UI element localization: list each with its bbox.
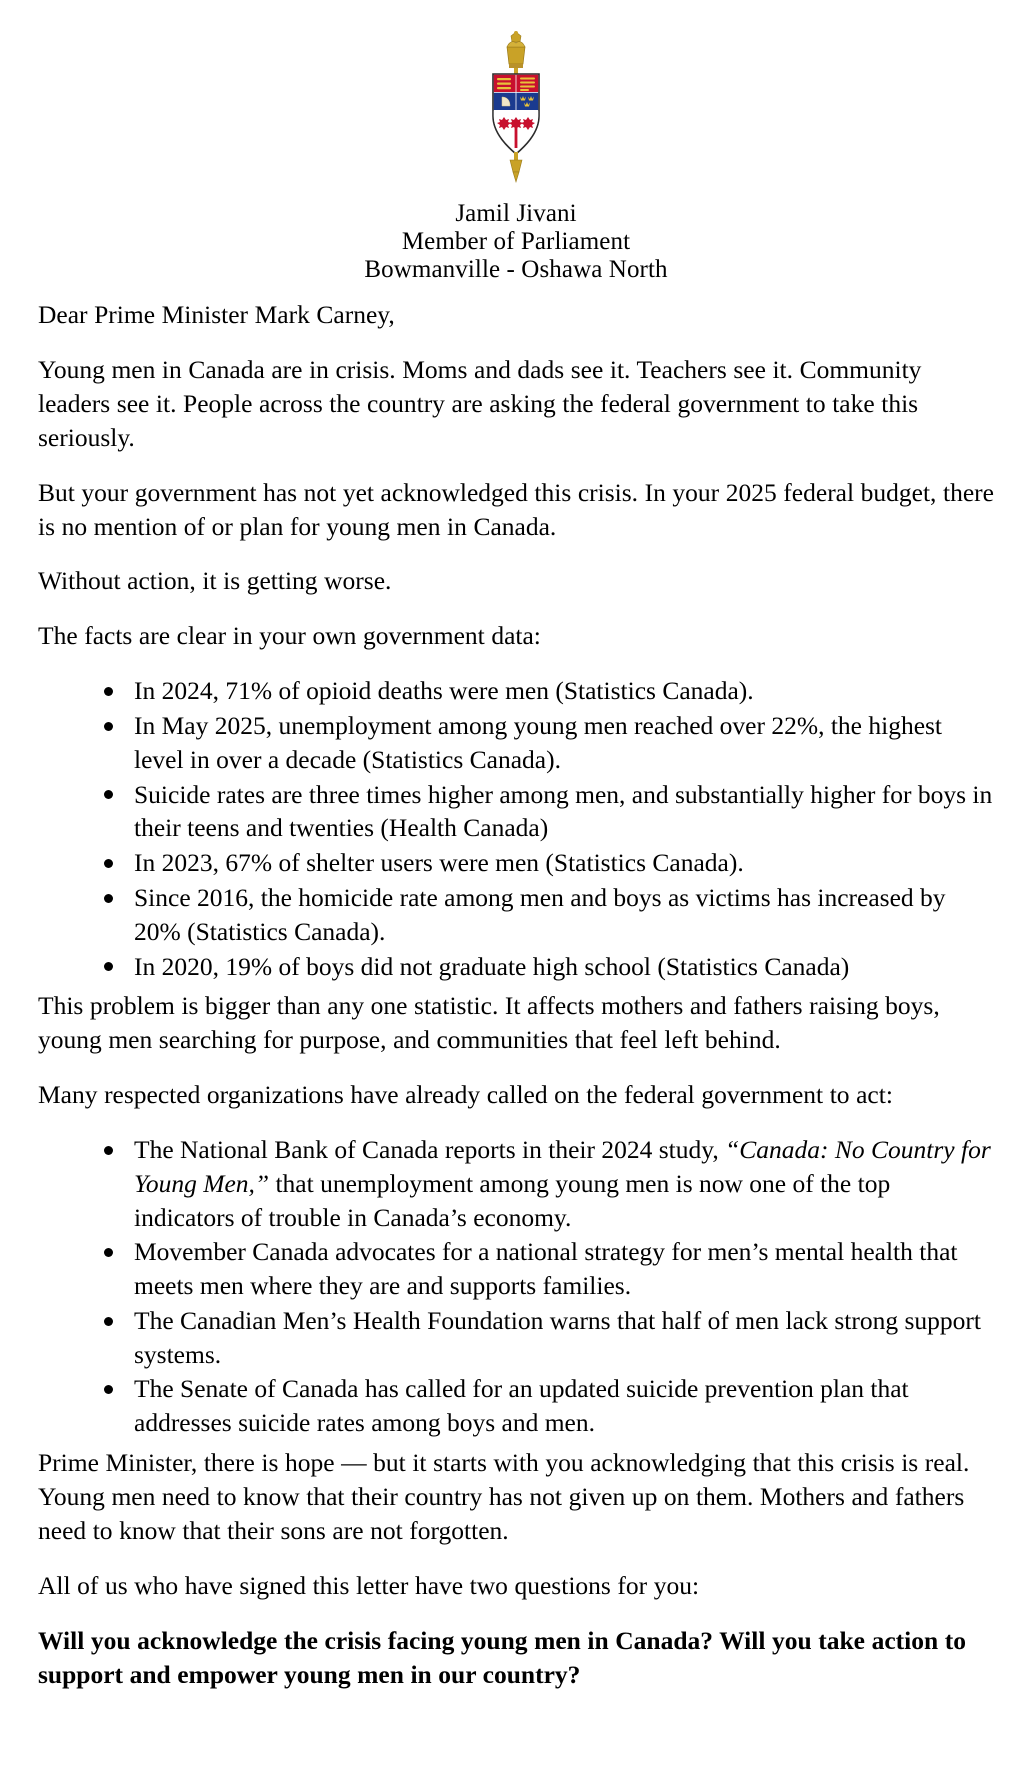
mp-riding: Bowmanville - Oshawa North	[364, 256, 668, 283]
list-item	[104, 1235, 994, 1303]
list-item-text: Suicide rates are three times higher among men, and substantially higher for boys in their teens and twenties (Health Canada)	[134, 779, 993, 843]
paragraph-getting-worse: Without action, it is getting worse.	[38, 566, 392, 596]
paragraph-intro: Young men in Canada are in crisis. Moms and dads see it. Teachers see it. Community leaders see it. People across the country are asking the federal government to take this seriously.	[38, 354, 922, 452]
list-item-text: In May 2025, unemployment among young men reached over 22%, the highest level in over a decade (Statistics Canada).	[134, 711, 943, 774]
paragraph-hope: Prime Minister, there is hope — but it starts with you acknowledging that this crisis is real. Young men need to know that their country has not given up on them. Mothers and fathers need to know that their sons are not forgotten.	[38, 1448, 970, 1545]
bullet-dot-icon	[104, 1146, 113, 1155]
list-item	[104, 709, 994, 777]
list-item-text: The Senate of Canada has called for an updated suicide prevention plan that addresses suicide rates among boys and men.	[134, 1374, 909, 1438]
list-item	[104, 674, 994, 708]
mp-role: Member of Parliament	[401, 228, 631, 255]
list-item-text-pre: The National Bank of Canada reports in their 2024 study,	[134, 1135, 726, 1164]
study-title: “Canada: No Country for Young Men,”	[134, 1135, 991, 1198]
bullet-dot-icon	[104, 687, 113, 696]
canadian-parliament-mace-coat-of-arms-icon	[471, 30, 561, 190]
paragraph-bigger-than-statistic: This problem is bigger than any one statistic. It affects mothers and fathers raising boys, young men searching for purpose, and communities that feel left behind.	[38, 991, 940, 1055]
bullet-dot-icon	[104, 1317, 113, 1326]
list-item	[104, 846, 994, 880]
list-item-text: In 2023, 67% of shelter users were men (Statistics Canada).	[134, 848, 744, 878]
bullet-dot-icon	[104, 722, 113, 731]
mp-name: Jamil Jivani	[455, 200, 577, 227]
list-item-text: Since 2016, the homicide rate among men and boys as victims has increased by 20% (Statistics Canada).	[134, 882, 946, 946]
list-item	[104, 778, 994, 846]
list-item	[104, 1133, 994, 1234]
letterhead	[0, 200, 1032, 284]
list-item-text-post: that unemployment among young men is now one of the top indicators of trouble in Canada’s economy.	[134, 1168, 891, 1232]
salutation: Dear Prime Minister Mark Carney,	[38, 300, 395, 329]
list-item-text: In 2020, 19% of boys did not graduate high school (Statistics Canada)	[134, 951, 850, 981]
paragraph-two-questions: All of us who have signed this letter have two questions for you:	[38, 1570, 700, 1600]
emblem-container	[0, 0, 1032, 190]
paragraph-facts-lead: The facts are clear in your own government data:	[38, 621, 541, 651]
list-item-text: Movember Canada advocates for a national strategy for men’s mental health that meets men where they are and supports families.	[134, 1237, 958, 1301]
bullet-dot-icon	[104, 790, 113, 799]
bullet-dot-icon	[104, 1385, 113, 1394]
list-item-text: The Canadian Men’s Health Foundation warns that half of men lack strong support systems.	[134, 1305, 981, 1369]
bullet-dot-icon	[104, 962, 113, 971]
letter-body	[0, 298, 1032, 1691]
bullet-dot-icon	[104, 1248, 113, 1257]
list-item	[104, 881, 994, 949]
bullet-dot-icon	[104, 894, 113, 903]
paragraph-closing-questions: Will you acknowledge the crisis facing young men in Canada? Will you take action to support and empower young men in our country?	[38, 1625, 966, 1689]
list-item	[104, 950, 994, 984]
paragraph-orgs-lead: Many respected organizations have already called on the federal government to act:	[38, 1080, 893, 1110]
paragraph-not-acknowledged: But your government has not yet acknowledged this crisis. In your 2025 federal budget, there is no mention of or plan for young men in Canada.	[38, 477, 994, 541]
list-item	[104, 1304, 994, 1372]
organizations-list	[38, 1133, 994, 1440]
bullet-dot-icon	[104, 859, 113, 868]
statistics-list	[38, 674, 994, 983]
list-item	[104, 1372, 994, 1440]
list-item-text: In 2024, 71% of opioid deaths were men (Statistics Canada).	[134, 676, 754, 706]
